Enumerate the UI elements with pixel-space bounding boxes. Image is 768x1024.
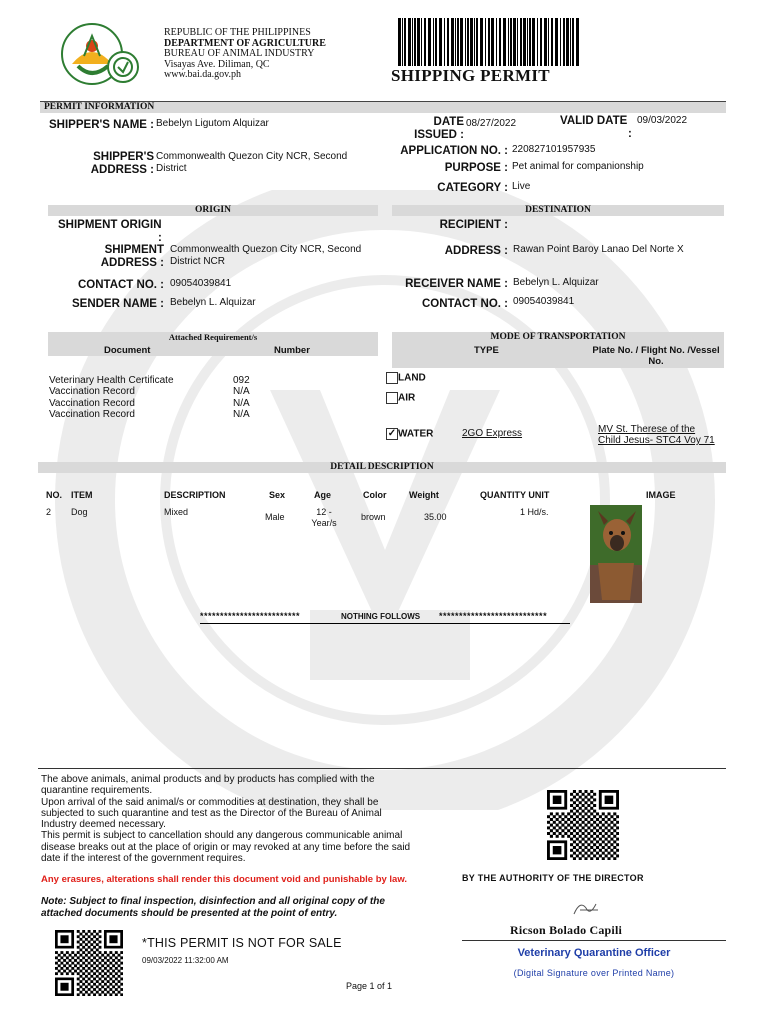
note-line-1: Note: Subject to final inspection, disinfection and all original copy of the (41, 896, 385, 907)
requirement-document: Vaccination Record (49, 408, 135, 420)
requirement-row (49, 386, 250, 397)
row-sex: Male (265, 512, 285, 522)
footer-statement-line: disease breaks out at the place of origin or may revoked at any time before the said (41, 841, 411, 853)
footer-statement-line: The above animals, animal products and by products has complied with the (41, 774, 375, 785)
date-issued-label-1: DATE (433, 116, 464, 128)
date-issued-value: 08/27/2022 (466, 118, 517, 129)
officer-position: Veterinary Quarantine Officer (517, 947, 671, 959)
sender-name-value: Bebelyn L. Alquizar (170, 297, 256, 308)
requirement-number: 092 (233, 375, 250, 386)
footer-statement-line: subjected to such quarantine and test as the Director of the Bureau of Animal (41, 807, 382, 819)
destination-heading: DESTINATION (392, 205, 724, 216)
shipper-address-label-1: SHIPPER'S (93, 151, 154, 163)
transport-col-plate (588, 345, 724, 367)
vessel-name-line-2: Child Jesus- STC4 Voy 71 (598, 435, 715, 446)
sender-name-label: SENDER NAME : (71, 298, 164, 310)
footer-statement (41, 774, 441, 864)
header-address: Visayas Ave. Diliman, QC (164, 58, 270, 70)
detail-description-heading: DETAIL DESCRIPTION (38, 462, 726, 473)
requirement-row (49, 398, 250, 409)
purpose-value: Pet animal for companionship (512, 161, 644, 172)
destination-contact-value: 09054039841 (513, 296, 575, 307)
qr-code-icon (547, 790, 619, 860)
receiver-name-label: RECEIVER NAME : (405, 278, 508, 290)
footer-divider (38, 768, 726, 769)
carrier-name: 2GO Express (462, 428, 523, 439)
water-checkbox[interactable]: ✓ (387, 428, 397, 439)
note-line-2: attached documents should be presented at the point of entry. (41, 907, 338, 919)
vessel-name-line-1: MV St. Therese of the (598, 424, 696, 435)
row-weight: 35.00 (424, 512, 447, 522)
header-bureau: BUREAU OF ANIMAL INDUSTRY (164, 48, 315, 59)
row-age-unit: Year/s (311, 518, 337, 528)
header-website: www.bai.da.gov.ph (164, 69, 242, 80)
row-age (309, 507, 339, 529)
document-title: SHIPPING PERMIT (391, 66, 550, 85)
air-label: AIR (398, 392, 416, 404)
vessel-name (598, 424, 715, 446)
qr-code-bottom-icon (55, 930, 123, 996)
requirements-heading: Attached Requirement/s (168, 332, 258, 342)
col-image: IMAGE (646, 490, 676, 500)
footer-statement-line: This permit is subject to cancellation should any dangerous communicable animal (41, 830, 403, 842)
destination-address-value: Rawan Point Baroy Lanao Del Norte X (513, 244, 684, 255)
bureau-of-animal-industry-logo-icon (106, 50, 140, 84)
valid-date-colon: : (628, 128, 632, 140)
barcode-icon (398, 18, 580, 66)
signatory-name: Ricson Bolado Capili (510, 923, 623, 937)
row-description: Mixed (164, 507, 189, 517)
transport-col-type: TYPE (474, 345, 499, 356)
destination-contact-label: CONTACT NO. : (421, 298, 508, 310)
requirements-list (49, 375, 250, 420)
row-quantity: 1 Hd/s. (520, 507, 549, 517)
shipment-origin-colon: : (158, 232, 162, 244)
shipper-address-label-2: ADDRESS : (90, 164, 154, 176)
row-no: 2 (46, 507, 52, 517)
origin-heading: ORIGIN (48, 205, 378, 216)
requirement-row (49, 409, 250, 420)
authority-text: BY THE AUTHORITY OF THE DIRECTOR (462, 873, 644, 883)
header-department: DEPARTMENT OF AGRICULTURE (164, 37, 326, 49)
requirements-heading-bar (48, 332, 378, 356)
requirement-row (49, 375, 250, 386)
requirement-document: Vaccination Record (49, 386, 135, 398)
date-issued-label-2: ISSUED : (414, 129, 464, 141)
note-text (41, 896, 385, 919)
valid-date-value: 09/03/2022 (637, 115, 688, 126)
land-label: LAND (398, 372, 426, 384)
shipment-origin-label: SHIPMENT ORIGIN (58, 219, 162, 231)
nothing-follows-divider (200, 623, 570, 624)
transport-col-plate-line-2: No. (648, 356, 664, 367)
air-checkbox[interactable] (386, 392, 398, 404)
print-timestamp: 09/03/2022 11:32:00 AM (142, 956, 229, 965)
nothing-follows: NOTHING FOLLOWS (341, 612, 421, 621)
shipper-name-value: Bebelyn Ligutom Alquizar (156, 118, 269, 129)
footer-statement-line: Industry deemed necessary. (41, 819, 166, 831)
col-age: Age (314, 490, 332, 500)
shipment-address-value: Commonwealth Quezon City NCR, Second District NCR (170, 244, 362, 267)
stars-right: *************************** (439, 611, 548, 621)
requirement-number: N/A (233, 397, 250, 409)
footer-statement-line: Upon arrival of the said animal/s or commodities at destination, they shall be (41, 796, 379, 808)
stars-left: ************************* (200, 611, 301, 621)
shipment-address-label-1: SHIPMENT (104, 244, 164, 256)
requirement-number: N/A (233, 386, 250, 398)
warning-text: Any erasures, alterations shall render this document void and punishable by law. (41, 874, 408, 885)
signature-icon (570, 898, 604, 920)
page-number: Page 1 of 1 (346, 981, 393, 991)
row-age-value: 12 - (316, 507, 332, 517)
signature-line (462, 940, 726, 941)
footer-statement-line: date if the interest of the government requires. (41, 853, 246, 865)
transport-col-plate-line-1: Plate No. / Flight No. /Vessel (592, 345, 720, 356)
requirements-col-number: Number (274, 345, 310, 356)
land-option (386, 372, 426, 384)
col-item: ITEM (71, 490, 93, 500)
application-no-label: APPLICATION NO. : (400, 145, 508, 157)
category-value: Live (512, 181, 531, 192)
water-option (386, 428, 433, 440)
application-no-value: 220827101957935 (512, 144, 596, 155)
col-quantity-unit: QUANTITY UNIT (480, 490, 550, 500)
col-description: DESCRIPTION (164, 490, 226, 500)
origin-contact-value: 09054039841 (170, 278, 232, 289)
permit-information-heading: PERMIT INFORMATION (40, 102, 726, 113)
shipper-address-value: Commonwealth Quezon City NCR, Second District (156, 151, 348, 174)
header-republic: REPUBLIC OF THE PHILIPPINES (164, 27, 311, 38)
not-for-sale-text: *THIS PERMIT IS NOT FOR SALE (142, 936, 342, 950)
requirements-col-document: Document (104, 345, 151, 356)
requirement-number: N/A (233, 408, 250, 420)
air-option (386, 392, 415, 404)
row-item: Dog (71, 507, 88, 517)
col-color: Color (363, 490, 387, 500)
signature-note: (Digital Signature over Printed Name) (513, 968, 675, 978)
col-sex: Sex (269, 490, 286, 500)
transport-heading: MODE OF TRANSPORTATION (490, 332, 626, 342)
transport-heading-bar (392, 332, 724, 368)
footer-statement-line: quarantine requirements. (41, 785, 153, 797)
origin-contact-label: CONTACT NO. : (77, 279, 164, 291)
valid-date-label: VALID DATE (560, 115, 628, 127)
shipper-name-label: SHIPPER'S NAME : (49, 119, 154, 131)
purpose-label: PURPOSE : (444, 162, 508, 174)
shipment-address-label-2: ADDRESS : (100, 257, 164, 269)
water-label: WATER (398, 428, 434, 440)
requirement-document: Veterinary Health Certificate (49, 375, 174, 386)
receiver-name-value: Bebelyn L. Alquizar (513, 277, 599, 288)
dog-photo-icon (590, 505, 642, 603)
destination-address-label: ADDRESS : (444, 245, 508, 257)
recipient-label: RECIPIENT : (439, 219, 508, 231)
col-no: NO. (46, 490, 63, 500)
requirement-document: Vaccination Record (49, 397, 135, 409)
category-label: CATEGORY : (437, 182, 508, 194)
col-weight: Weight (409, 490, 439, 500)
land-checkbox[interactable] (386, 372, 398, 384)
row-color: brown (361, 512, 386, 522)
